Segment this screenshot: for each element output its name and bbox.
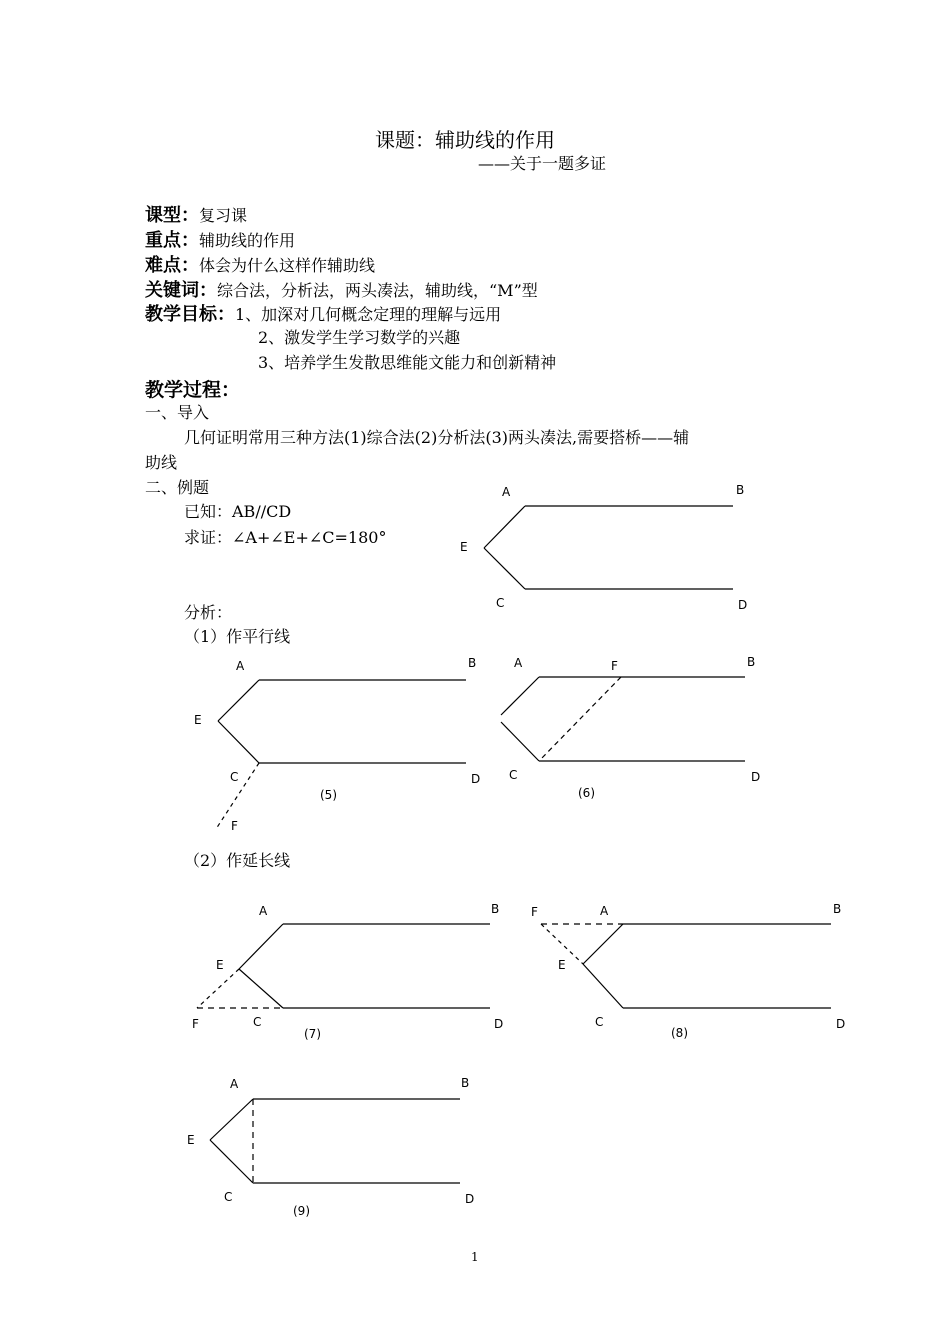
meta-type-value: 复习课 bbox=[199, 206, 248, 225]
figure-main-label-a: A bbox=[502, 485, 511, 499]
intro-text-line2: 助线 bbox=[145, 453, 178, 472]
figure-7-label-a: A bbox=[259, 904, 268, 918]
figure-main bbox=[484, 506, 733, 589]
figure-6-label-c: C bbox=[509, 768, 518, 782]
meta-goals-label: 教学目标： bbox=[145, 304, 235, 325]
figure-9-label-d: D bbox=[465, 1192, 475, 1206]
figure-5-label-a: A bbox=[236, 659, 245, 673]
page-subtitle: ——关于一题多证 bbox=[478, 154, 607, 173]
figure-5-label-f: F bbox=[231, 819, 238, 833]
figure-5-label-e: E bbox=[194, 713, 202, 727]
given-statement: 已知：AB//CD bbox=[184, 502, 292, 521]
figure-6-label-d: D bbox=[751, 770, 761, 784]
figure-main-labels bbox=[460, 483, 747, 612]
figure-9-label-b: B bbox=[461, 1076, 470, 1090]
figure-9-label-e: E bbox=[187, 1133, 195, 1147]
meta-focus-label: 重点： bbox=[145, 230, 199, 251]
figure-main-label-b: B bbox=[736, 483, 745, 497]
figure-9-caption: (9) bbox=[293, 1204, 310, 1218]
figure-5-labels bbox=[194, 656, 480, 833]
figure-main-label-e: E bbox=[460, 540, 468, 554]
figure-7-caption: (7) bbox=[304, 1027, 321, 1041]
prove-statement: 求证：∠A+∠E+∠C=180° bbox=[184, 528, 387, 547]
meta-difficulty-value: 体会为什么这样作辅助线 bbox=[199, 256, 376, 275]
figure-7-label-d: D bbox=[494, 1017, 504, 1031]
intro-heading: 一、导入 bbox=[145, 403, 210, 422]
intro-text-line1: 几何证明常用三种方法(1)综合法(2)分析法(3)两头凑法,需要搭桥——辅 bbox=[184, 428, 690, 447]
figure-6-label-f: F bbox=[611, 659, 618, 673]
figure-7-label-b: B bbox=[491, 902, 500, 916]
figure-5-label-b: B bbox=[468, 656, 477, 670]
page-title: 课题：辅助线的作用 bbox=[375, 128, 555, 152]
figure-5-caption: (5) bbox=[320, 788, 337, 802]
process-heading: 教学过程： bbox=[145, 379, 241, 401]
figure-8-label-c: C bbox=[595, 1015, 604, 1029]
figure-7-label-f: F bbox=[192, 1017, 199, 1031]
figure-9 bbox=[210, 1099, 460, 1183]
figure-8-label-f: F bbox=[531, 905, 538, 919]
method2-heading: （2）作延长线 bbox=[184, 851, 291, 870]
figure-6-label-b: B bbox=[747, 655, 756, 669]
figure-6 bbox=[501, 677, 745, 761]
meta-type-label: 课型： bbox=[145, 205, 199, 226]
figure-7 bbox=[197, 924, 490, 1008]
figure-9-label-a: A bbox=[230, 1077, 239, 1091]
figure-7-label-c: C bbox=[253, 1015, 262, 1029]
figure-main-label-c: C bbox=[496, 596, 505, 610]
figure-8-labels bbox=[531, 902, 845, 1040]
figure-7-label-e: E bbox=[216, 958, 224, 972]
figure-5-label-c: C bbox=[230, 770, 239, 784]
figure-8 bbox=[541, 924, 831, 1008]
meta-keywords-label: 关键词： bbox=[145, 280, 217, 301]
goal-item-1: 1、加深对几何概念定理的理解与远用 bbox=[235, 305, 502, 324]
figure-5-label-d: D bbox=[471, 772, 481, 786]
figure-9-label-c: C bbox=[224, 1190, 233, 1204]
meta-focus-value: 辅助线的作用 bbox=[199, 231, 296, 250]
figure-8-label-a: A bbox=[600, 904, 609, 918]
figure-8-caption: (8) bbox=[671, 1026, 688, 1040]
figure-6-label-a: A bbox=[514, 656, 523, 670]
analysis-label: 分析： bbox=[184, 603, 233, 622]
goal-item-2: 2、激发学生学习数学的兴趣 bbox=[258, 328, 461, 347]
figure-8-label-d: D bbox=[836, 1017, 846, 1031]
figure-6-caption: (6) bbox=[578, 786, 595, 800]
meta-keywords-value: 综合法，分析法，两头凑法，辅助线，“M”型 bbox=[217, 281, 538, 300]
figure-8-label-b: B bbox=[833, 902, 842, 916]
goal-item-3: 3、培养学生发散思维能文能力和创新精神 bbox=[258, 353, 557, 372]
figure-9-labels bbox=[187, 1076, 474, 1218]
figure-7-labels bbox=[192, 902, 503, 1041]
figure-8-label-e: E bbox=[558, 958, 566, 972]
meta-difficulty-label: 难点： bbox=[145, 255, 199, 276]
example-heading: 二、例题 bbox=[145, 478, 210, 497]
page-number: 1 bbox=[471, 1250, 479, 1264]
method1-heading: （1）作平行线 bbox=[184, 627, 291, 646]
figure-main-label-d: D bbox=[738, 598, 748, 612]
figure-5 bbox=[216, 680, 466, 829]
